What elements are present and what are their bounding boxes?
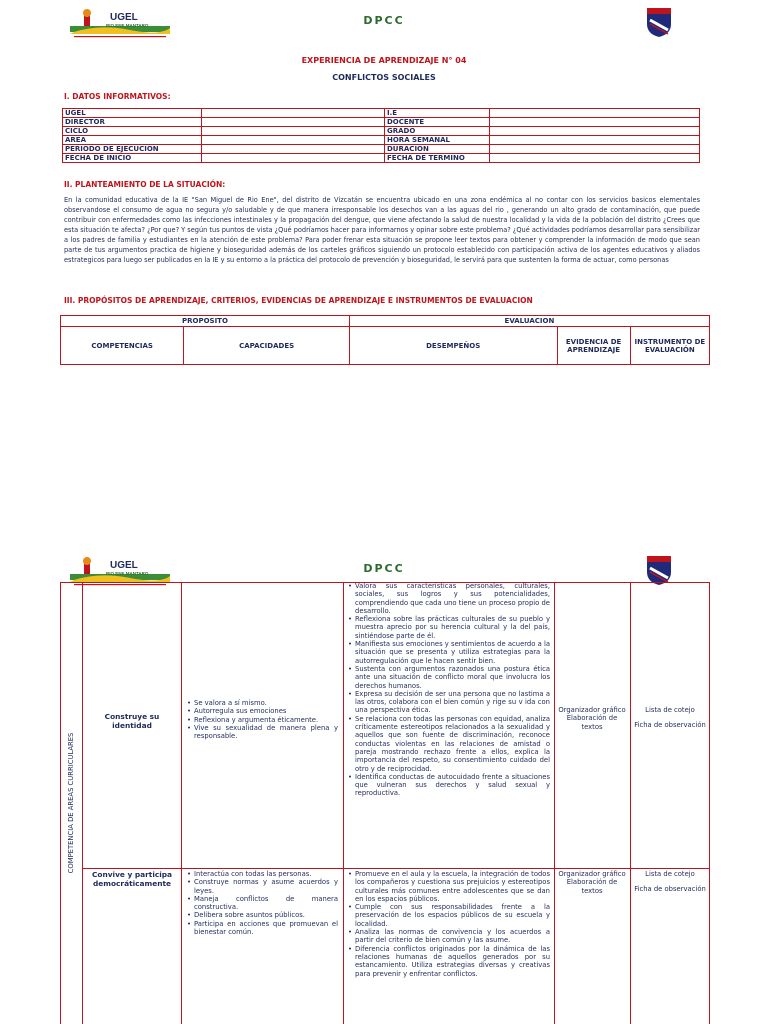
capacidades-identidad <box>186 699 338 740</box>
ugel-logo-subtext: RIO ENE MANTARO <box>106 23 149 28</box>
list-item: • Reflexiona y argumenta éticamente. <box>194 716 338 724</box>
competencias-header: COMPETENCIAS <box>61 327 184 365</box>
section-propositos: III. PROPÓSITOS DE APRENDIZAJE, CRITERIOS, EVIDENCIAS DE APRENDIZAJE E INSTRUMENTOS DE EVALUACION <box>64 296 533 305</box>
evaluacion-header: EVALUACION <box>349 316 709 327</box>
info-value <box>490 127 700 136</box>
info-value <box>202 136 385 145</box>
info-table <box>62 108 700 163</box>
info-row <box>63 136 700 145</box>
table-border <box>82 582 83 1024</box>
capacidades-header: CAPACIDADES <box>184 327 350 365</box>
list-item: • Diferencia conflictos originados por la dinámica de las relaciones humanas de aquellos generados por su estancamiento. Utiliza estrategias diversas y creativas para prevenir y enfrentar conflictos. <box>355 945 550 978</box>
info-value <box>202 127 385 136</box>
list-item: • Autorregula sus emociones <box>194 707 338 715</box>
list-item: • Valora sus características personales, culturales, sociales, sus logros y sus potencialidades, comprendiendo que cada uno tiene un proceso propio de desarrollo. <box>355 582 550 615</box>
info-label: DOCENTE <box>385 118 490 127</box>
list-item: • Participa en acciones que promuevan el bienestar común. <box>194 920 338 937</box>
page-2 <box>0 548 768 1024</box>
instrumento-identidad <box>634 706 706 730</box>
desempenos-header: DESEMPEÑOS <box>349 327 557 365</box>
list-item: • Manifiesta sus emociones y sentimientos de acuerdo a la situación que se presenta y utiliza estrategias para la autorregulación que le hacen sentir bien. <box>355 640 550 665</box>
info-value <box>202 154 385 163</box>
list-item: • Reflexiona sobre las prácticas culturales de su pueblo y muestra aprecio por su herencia cultural y la del país, sintiéndose parte de él. <box>355 615 550 640</box>
table-border <box>181 582 182 1024</box>
info-label: I.E <box>385 109 490 118</box>
desempenos-convive <box>347 870 550 978</box>
info-row <box>63 154 700 163</box>
desempenos-identidad <box>347 582 550 798</box>
info-label: UGEL <box>63 109 202 118</box>
instrumento-item: Ficha de observación <box>634 721 706 730</box>
info-value <box>202 145 385 154</box>
page-header <box>0 0 768 40</box>
list-item: • Se relaciona con todas las personas con equidad, analiza críticamente estereotipos relacionados a la sexualidad y aquellos que son fuente de discriminación, reconoce conductas violentas en las relaciones de amistad o pareja mostrando rechazo frente a ellos, explica la importancia del respeto, su consentimiento cuidado del otro y de reciprocidad. <box>355 715 550 773</box>
info-label: HORA SEMANAL <box>385 136 490 145</box>
instrumento-item: Lista de cotejo <box>645 870 695 878</box>
experience-subtitle: CONFLICTOS SOCIALES <box>332 73 436 82</box>
info-value <box>490 118 700 127</box>
section-datos-informativos: I. DATOS INFORMATIVOS: <box>64 92 171 101</box>
info-value <box>490 154 700 163</box>
list-item: • Delibera sobre asuntos públicos. <box>194 911 338 919</box>
list-item: • Construye normas y asume acuerdos y leyes. <box>194 878 338 895</box>
list-item: • Sustenta con argumentos razonados una postura ética ante una situación de conflicto moral que involucra los derechos humanos. <box>355 665 550 690</box>
table-border <box>343 582 344 1024</box>
side-label-cell <box>60 582 82 1024</box>
competencia-identidad: Construye su identidad <box>104 712 160 730</box>
list-item: • Expresa su decisión de ser una persona que no lastima a las otros, colabora con el bien común y rige su v ida con una perspectiva ética. <box>355 690 550 715</box>
info-label: DURACION <box>385 145 490 154</box>
page-gap <box>0 520 768 548</box>
instrumento-item: Lista de cotejo <box>645 706 695 714</box>
dpcc-label: DPCC <box>363 14 405 27</box>
list-item: • Maneja conflictos de manera constructiva. <box>194 895 338 912</box>
info-label: PERIODO DE EJECUCION <box>63 145 202 154</box>
school-shield-icon <box>646 6 672 38</box>
info-label: AREA <box>63 136 202 145</box>
info-value <box>490 136 700 145</box>
situation-paragraph: En la comunidad educativa de la IE "San Miguel de Rio Ene", del distrito de Vizcatán se encuentra ubicado en una zona endémica al no contar con los servicios basicos elementales observandose el consumo de agua no segura y/o saludable y de que manera irresponsable los desechos van a las aguas del rio , generando un alto grado de contaminación, que puede contribuir con enfermedades como las infecciones intestinales y la propagación del dengue, que viene afectando la salud de nuestra localidad y la vida de la población del distrito ¿Crees que esta situación te afecta? ¿Por que? Y según tus puntos de vista ¿Qué podríamos hacer para informarnos y opinar sobre este problema? ¿Qué actividades podríamos desarrollar para sensibilizar a los padres de familia y estudiantes en la atención de este problema? Para poder frenar esta situación se propone leer textos para obtener y comprender la información de modo que sean parte de tus argumentos practica de higiene y bioseguridad además de los carteles gráficos siguiendo un protocolo establecido con participación activa de los agentes educativos y aliados estrategicos para luego ser publicados en la IE y su entorno a la práctica del protocolo de prevención y bioseguridad, le servirá para que sustenten la forma de actuar, como personas <box>64 196 700 264</box>
ugel-logo-text: UGEL <box>110 560 138 571</box>
table-border <box>82 868 710 869</box>
list-item: • Promueve en el aula y la escuela, la integración de todos los compañeros y cuestiona sus prejuicios y estereotipos culturales más comunes entre adolescentes que se dan en los espacios públicos. <box>355 870 550 903</box>
instrumento-header: INSTRUMENTO DE EVALUACIÓN <box>630 327 709 365</box>
info-row <box>63 118 700 127</box>
evidencia-convive: Organizador gráfico Elaboración de textos <box>558 870 626 895</box>
info-value <box>202 118 385 127</box>
ugel-logo-text: UGEL <box>110 12 138 23</box>
evidencia-identidad: Organizador gráfico Elaboración de textos <box>558 706 626 731</box>
info-row <box>63 145 700 154</box>
list-item: • Se valora a sí mismo. <box>194 699 338 707</box>
competencia-convive: Convive y participa democráticamente <box>91 870 173 888</box>
list-item: • Identifica conductas de autocuidado frente a situaciones que vulneran sus derechos y salud sexual y reproductiva. <box>355 773 550 798</box>
info-label: FECHA DE INICIO <box>63 154 202 163</box>
section-planteamiento: II. PLANTEAMIENTO DE LA SITUACIÓN: <box>64 180 226 189</box>
side-label: COMPETENCIA DE AREAS CURRICULARES <box>67 732 75 874</box>
purpose-table <box>60 315 710 365</box>
info-label: GRADO <box>385 127 490 136</box>
info-row <box>63 127 700 136</box>
instrumento-item: Ficha de observación <box>634 885 706 894</box>
table-border <box>630 582 631 1024</box>
proposito-header: PROPOSITO <box>61 316 350 327</box>
ugel-logo-subtext: RIO ENE MANTARO <box>106 571 149 576</box>
info-value <box>202 109 385 118</box>
list-item: • Vive su sexualidad de manera plena y responsable. <box>194 724 338 741</box>
list-item: • Analiza las normas de convivencia y los acuerdos a partir del criterio de bien común y las asume. <box>355 928 550 945</box>
info-label: DIRECTOR <box>63 118 202 127</box>
table-border <box>709 582 710 1024</box>
info-value <box>490 145 700 154</box>
table-border <box>554 582 555 1024</box>
info-label: FECHA DE TERMINO <box>385 154 490 163</box>
instrumento-convive <box>634 870 706 894</box>
capacidades-convive <box>186 870 338 936</box>
info-row <box>63 109 700 118</box>
info-value <box>490 109 700 118</box>
list-item: • Cumple con sus responsabilidades frente a la preservación de los espacios públicos de su escuela y localidad. <box>355 903 550 928</box>
experience-title: EXPERIENCIA DE APRENDIZAJE N° 04 <box>301 56 467 65</box>
dpcc-label: DPCC <box>363 562 405 575</box>
list-item: • Interactúa con todas las personas. <box>194 870 338 878</box>
info-label: CICLO <box>63 127 202 136</box>
evidencia-header: EVIDENCIA DE APRENDIZAJE <box>557 327 630 365</box>
